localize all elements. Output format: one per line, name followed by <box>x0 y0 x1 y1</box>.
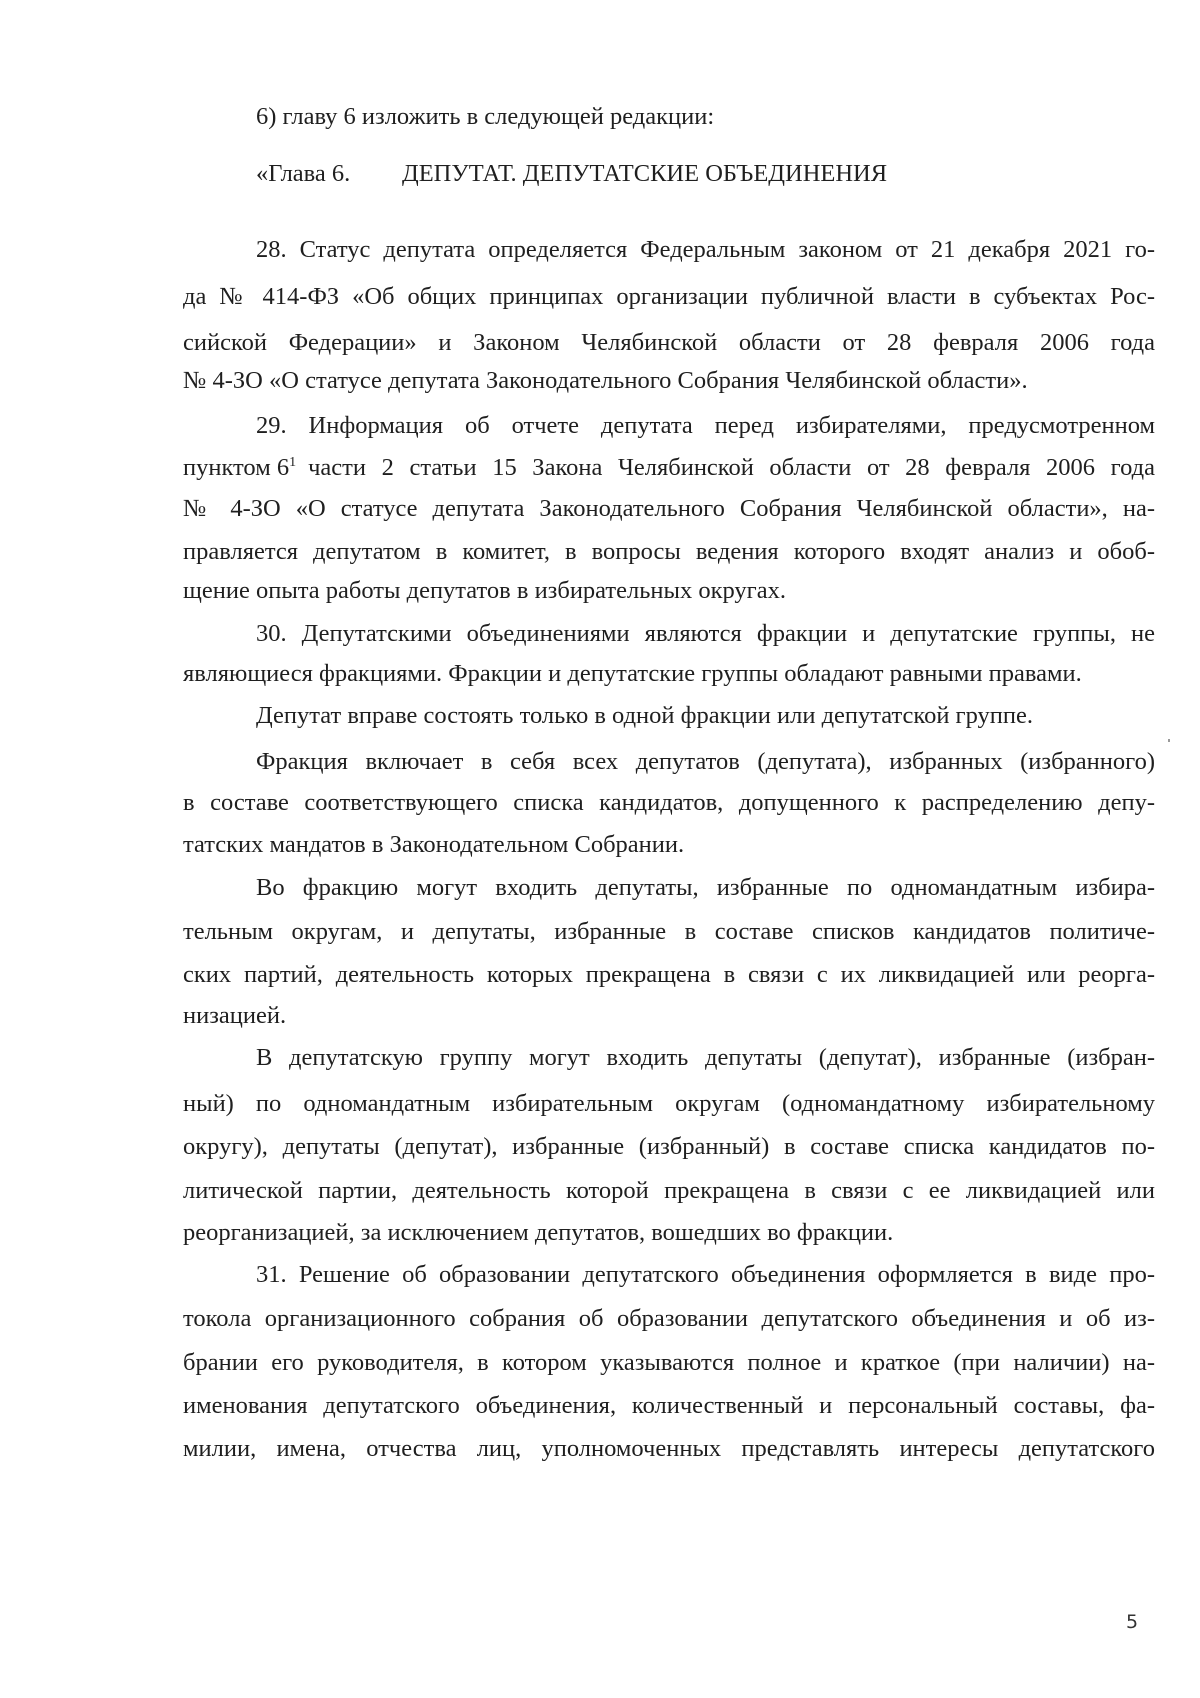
text-line: низацией. <box>183 1002 287 1029</box>
text-line: татских мандатов в Законодательном Собрании. <box>183 831 685 858</box>
text-line: 31. Решение об образовании депутатского объединения оформляется в виде про- <box>256 1261 1155 1288</box>
text-line-rest: части 2 статьи 15 Закона Челябинской области от 28 февраля 2006 года <box>308 454 1155 481</box>
text-line: № 4-ЗО «О статусе депутата Законодательного Собрания Челябинской области». <box>183 367 1028 394</box>
text-line: округу), депутаты (депутат), избранные (избранный) в составе списка кандидатов по- <box>183 1133 1155 1160</box>
text-line: ный) по одномандатным избирательным округам (одномандатному избирательному <box>183 1090 1155 1117</box>
text-line: 28. Статус депутата определяется Федеральным законом от 21 декабря 2021 го- <box>256 236 1155 263</box>
text-line: тельным округам, и депутаты, избранные в составе списков кандидатов политиче- <box>183 918 1155 945</box>
text-line: реорганизацией, за исключением депутатов, вошедших во фракции. <box>183 1219 894 1246</box>
text-line: 29. Информация об отчете депутата перед избирателями, предусмотренном <box>256 412 1155 439</box>
text-line: Фракция включает в себя всех депутатов (депутата), избранных (избранного) <box>256 748 1155 775</box>
page-number: 5 <box>1126 1611 1139 1633</box>
text-line: да № 414-ФЗ «Об общих принципах организации публичной власти в субъектах Рос- <box>183 283 1155 310</box>
amendment-intro: 6) главу 6 изложить в следующей редакции: <box>256 103 715 130</box>
text-line: Во фракцию могут входить депутаты, избранные по одномандатным избира- <box>256 874 1155 901</box>
text-line: в составе соответствующего списка кандидатов, допущенного к распределению депу- <box>183 789 1155 816</box>
text-line-with-reference <box>183 452 1155 484</box>
text-line: ских партий, деятельность которых прекращена в связи с их ликвидацией или реорга- <box>183 961 1155 988</box>
text-line: литической партии, деятельность которой прекращена в связи с ее ликвидацией или <box>183 1177 1155 1204</box>
scan-speck <box>1168 739 1170 742</box>
text-line: 30. Депутатскими объединениями являются фракции и депутатские группы, не <box>256 620 1155 647</box>
text-line: именования депутатского объединения, количественный и персональный составы, фа- <box>183 1392 1155 1419</box>
text-line: щение опыта работы депутатов в избирательных округах. <box>183 577 786 604</box>
text-line: токола организационного собрания об образовании депутатского объединения и об из- <box>183 1305 1155 1332</box>
text-line: правляется депутатом в комитет, в вопросы ведения которого входят анализ и обоб- <box>183 538 1155 565</box>
text-line: № 4-ЗО «О статусе депутата Законодательного Собрания Челябинской области», на- <box>183 495 1155 522</box>
text-line: сийской Федерации» и Законом Челябинской области от 28 февраля 2006 года <box>183 329 1155 356</box>
text-line: брании его руководителя, в котором указываются полное и краткое (при наличии) на- <box>183 1349 1155 1376</box>
text-line: В депутатскую группу могут входить депутаты (депутат), избранные (избран- <box>256 1044 1155 1071</box>
text-line: милии, имена, отчества лиц, уполномоченных представлять интересы депутатского <box>183 1435 1155 1462</box>
chapter-title: ДЕПУТАТ. ДЕПУТАТСКИЕ ОБЪЕДИНЕНИЯ <box>402 160 888 187</box>
text-line: Депутат вправе состоять только в одной фракции или депутатской группе. <box>256 702 1034 729</box>
text-line: являющиеся фракциями. Фракции и депутатские группы обладают равными правами. <box>183 660 1082 687</box>
chapter-number: «Глава 6. <box>256 160 351 187</box>
point-reference: пунктом $6^1$ <box>183 454 297 481</box>
